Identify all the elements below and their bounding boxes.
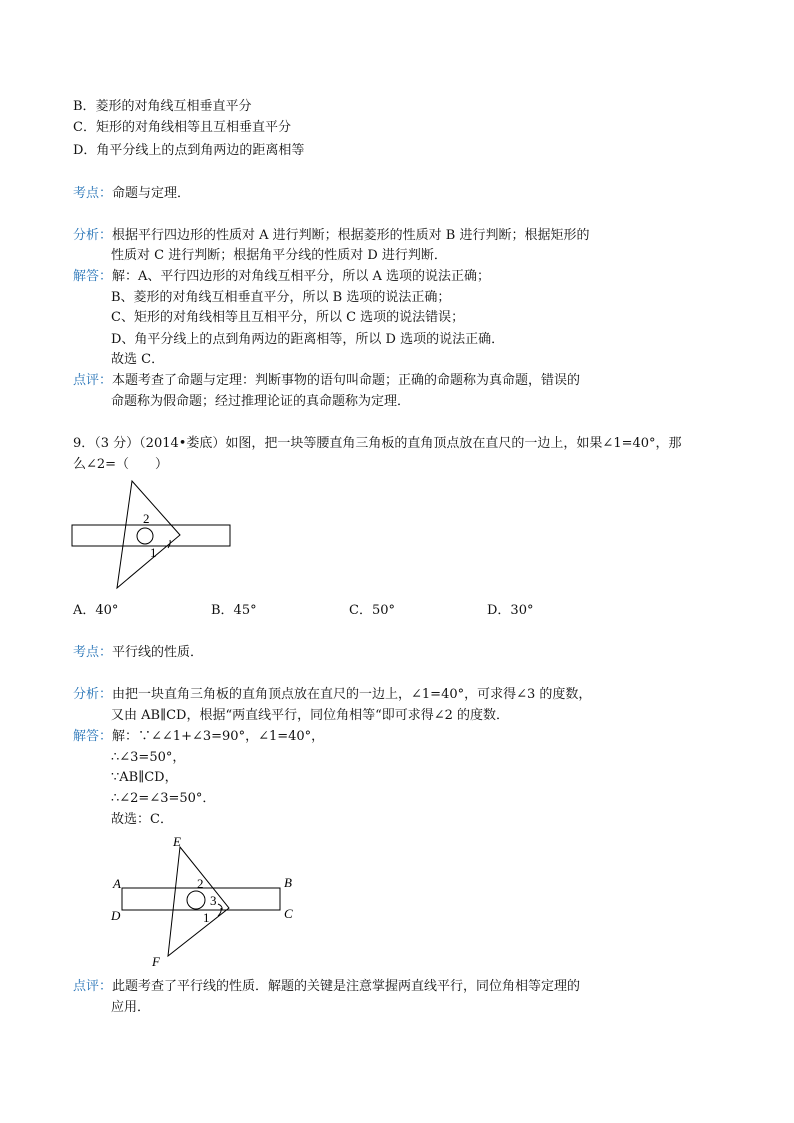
kaodian-label: 考点： bbox=[73, 186, 113, 201]
q9-figure-2 bbox=[105, 832, 305, 972]
point-a-label: A bbox=[113, 876, 121, 891]
q9-option-c: C．50° bbox=[349, 603, 395, 618]
right-angle-circle bbox=[137, 528, 153, 544]
angle-1-label-2: 1 bbox=[203, 910, 210, 925]
q9-stem-line-2: 么∠2=（ ） bbox=[73, 457, 169, 472]
jieda-line-4: D、角平分线上的点到角两边的距离相等，所以 D 选项的说法正确． bbox=[111, 332, 505, 347]
q9-option-d: D．30° bbox=[487, 603, 534, 618]
dianping-label: 点评： bbox=[73, 373, 113, 388]
q9-option-b: B．45° bbox=[211, 603, 257, 618]
q9-fenxi-row bbox=[73, 685, 591, 705]
point-b-label: B bbox=[284, 875, 292, 890]
jieda-label: 解答： bbox=[73, 269, 113, 284]
fenxi-line-2: 性质对 C 进行判断；根据角平分线的性质对 D 进行判断． bbox=[111, 248, 447, 263]
q9-jieda-line-5: 故选：C． bbox=[111, 812, 173, 827]
jieda-line-3: C、矩形的对角线相等且互相平分，所以 C 选项的说法错误； bbox=[111, 310, 465, 325]
q9-jieda-line-2: ∴∠3=50°， bbox=[111, 750, 186, 765]
q9-figure-1 bbox=[70, 478, 235, 593]
point-c-label: C bbox=[284, 906, 293, 921]
q9-jieda-row bbox=[73, 727, 324, 747]
triangle-efg bbox=[168, 847, 229, 956]
q9-jieda-line-4: ∴∠2=∠3=50°． bbox=[111, 791, 216, 806]
point-d-label: D bbox=[111, 908, 121, 923]
kaodian-text: 命题与定理． bbox=[112, 186, 191, 201]
q9-kaodian-label: 考点： bbox=[73, 645, 113, 660]
dianping-line-2: 命题称为假命题；经过推理论证的真命题称为定理． bbox=[111, 394, 411, 409]
q9-stem-line-1: 9．（3 分）（2014•娄底）如图，把一块等腰直角三角板的直角顶点放在直尺的一边上，如果∠1=40°，那 bbox=[73, 436, 682, 451]
q9-kaodian-row bbox=[73, 643, 203, 663]
angle-2-label-2: 2 bbox=[197, 876, 204, 891]
fenxi-label: 分析： bbox=[73, 228, 113, 243]
q9-dianping-row bbox=[73, 977, 580, 997]
dianping-row bbox=[73, 371, 580, 391]
angle-3-label: 3 bbox=[210, 893, 217, 908]
q9-fenxi-line-1: 由把一块直角三角板的直角顶点放在直尺的一边上，∠1=40°，可求得∠3 的度数， bbox=[112, 687, 592, 702]
jieda-row bbox=[73, 267, 490, 287]
q9-jieda-line-1: 解：∵∠∠1+∠3=90°，∠1=40°， bbox=[112, 729, 325, 744]
angle-2-label: 2 bbox=[143, 511, 150, 526]
option-c: C．矩形的对角线相等且互相垂直平分 bbox=[73, 120, 291, 135]
q9-dianping-label: 点评： bbox=[73, 979, 113, 994]
fenxi-line-1: 根据平行四边形的性质对 A 进行判断；根据菱形的性质对 B 进行判断；根据矩形的 bbox=[112, 228, 590, 243]
option-d: D．角平分线上的点到角两边的距离相等 bbox=[73, 143, 305, 158]
jieda-line-2: B、菱形的对角线互相垂直平分，所以 B 选项的说法正确； bbox=[111, 290, 451, 305]
point-f-label: F bbox=[152, 954, 160, 969]
right-angle-circle-2 bbox=[187, 891, 205, 909]
q9-jieda-label: 解答： bbox=[73, 729, 113, 744]
q9-dianping-line-1: 此题考查了平行线的性质．解题的关键是注意掌握两直线平行，同位角相等定理的 bbox=[112, 979, 581, 994]
q9-option-a: A．40° bbox=[73, 603, 119, 618]
q9-fenxi-line-2: 又由 AB∥CD，根据“两直线平行，同位角相等“即可求得∠2 的度数． bbox=[111, 708, 510, 723]
q9-fenxi-label: 分析： bbox=[73, 687, 113, 702]
triangle-set-square bbox=[117, 481, 180, 588]
angle-1-label: 1 bbox=[150, 545, 157, 560]
kaodian-row bbox=[73, 184, 190, 204]
q9-jieda-line-3: ∵AB∥CD， bbox=[111, 770, 178, 785]
dianping-line-1: 本题考查了命题与定理：判断事物的语句叫命题；正确的命题称为真命题，错误的 bbox=[112, 373, 581, 388]
point-e-label: E bbox=[173, 834, 181, 849]
ruler-abcd bbox=[122, 888, 280, 910]
ruler bbox=[72, 525, 230, 546]
fenxi-row bbox=[73, 226, 590, 246]
jieda-line-1: 解：A、平行四边形的对角线互相平分，所以 A 选项的说法正确； bbox=[112, 269, 491, 284]
q9-dianping-line-2: 应用． bbox=[111, 1000, 151, 1015]
option-b: B．菱形的对角线互相垂直平分 bbox=[73, 99, 252, 114]
q9-kaodian-text: 平行线的性质． bbox=[112, 645, 204, 660]
jieda-line-5: 故选 C． bbox=[111, 352, 165, 367]
